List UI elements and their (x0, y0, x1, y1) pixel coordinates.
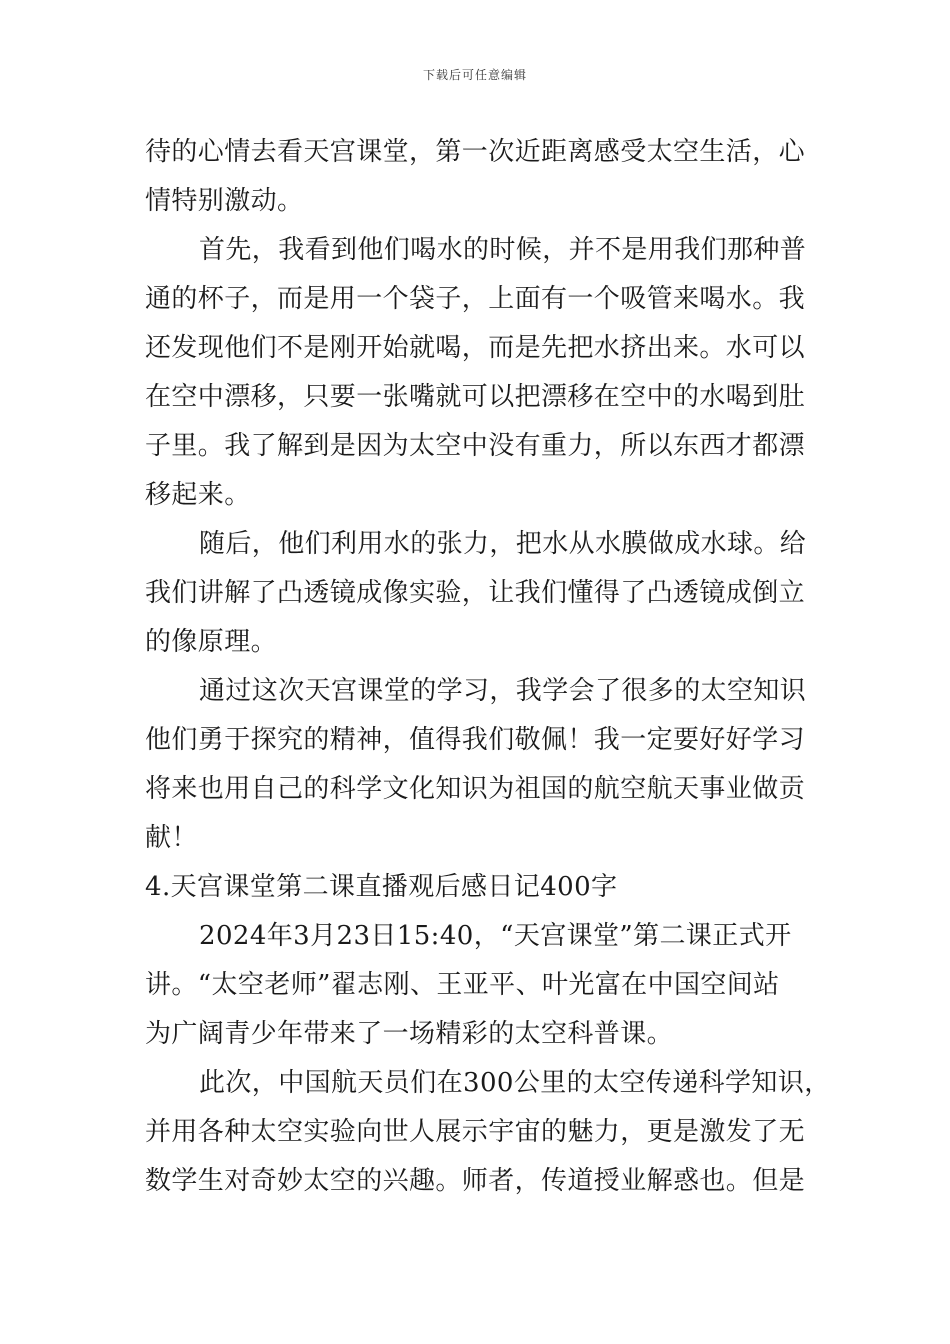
paragraph-start-line: 随后，他们利用水的张力，把水从水膜做成水球。给 (199, 529, 807, 559)
text-line: 还发现他们不是刚开始就喝，而是先把水挤出来。水可以 (145, 333, 806, 363)
text-line: 的像原理。 (145, 627, 278, 657)
paragraph-start-line: 首先，我看到他们喝水的时候，并不是用我们那种普 (199, 235, 807, 265)
paragraph-start-line: 2024年3月23日15:40，“天宫课堂”第二课正式开 (199, 921, 792, 951)
text-line: 讲。“太空老师”翟志刚、王亚平、叶光富在中国空间站 (145, 970, 780, 1000)
section-heading: 4.天宫课堂第二课直播观后感日记400字 (145, 872, 618, 902)
text-line: 并用各种太空实验向世人展示宇宙的魅力，更是激发了无 (145, 1117, 806, 1147)
text-line: 移起来。 (145, 480, 251, 510)
text-line: 我们讲解了凸透镜成像实验，让我们懂得了凸透镜成倒立 (145, 578, 806, 608)
document-body (145, 128, 831, 1206)
text-line: 子里。我了解到是因为太空中没有重力，所以东西才都漂 (145, 431, 806, 461)
text-line: 在空中漂移，只要一张嘴就可以把漂移在空中的水喝到肚 (145, 382, 806, 412)
paragraph-start-line: 通过这次天宫课堂的学习，我学会了很多的太空知识 (199, 676, 807, 706)
text-line: 他们勇于探究的精神，值得我们敬佩！我一定要好好学习 (145, 725, 806, 755)
text-line: 献！ (145, 823, 198, 853)
text-line: 情特别激动。 (145, 186, 304, 216)
text-line: 通的杯子，而是用一个袋子，上面有一个吸管来喝水。我 (145, 284, 806, 314)
text-line: 为广阔青少年带来了一场精彩的太空科普课。 (145, 1019, 674, 1049)
page-header-note: 下载后可任意编辑 (422, 68, 527, 82)
text-line: 将来也用自己的科学文化知识为祖国的航空航天事业做贡 (145, 774, 806, 804)
paragraph-start-line: 此次，中国航天员们在300公里的太空传递科学知识， (199, 1068, 831, 1098)
text-line: 数学生对奇妙太空的兴趣。师者，传道授业解惑也。但是 (145, 1166, 806, 1196)
text-line: 待的心情去看天宫课堂，第一次近距离感受太空生活，心 (145, 137, 806, 167)
